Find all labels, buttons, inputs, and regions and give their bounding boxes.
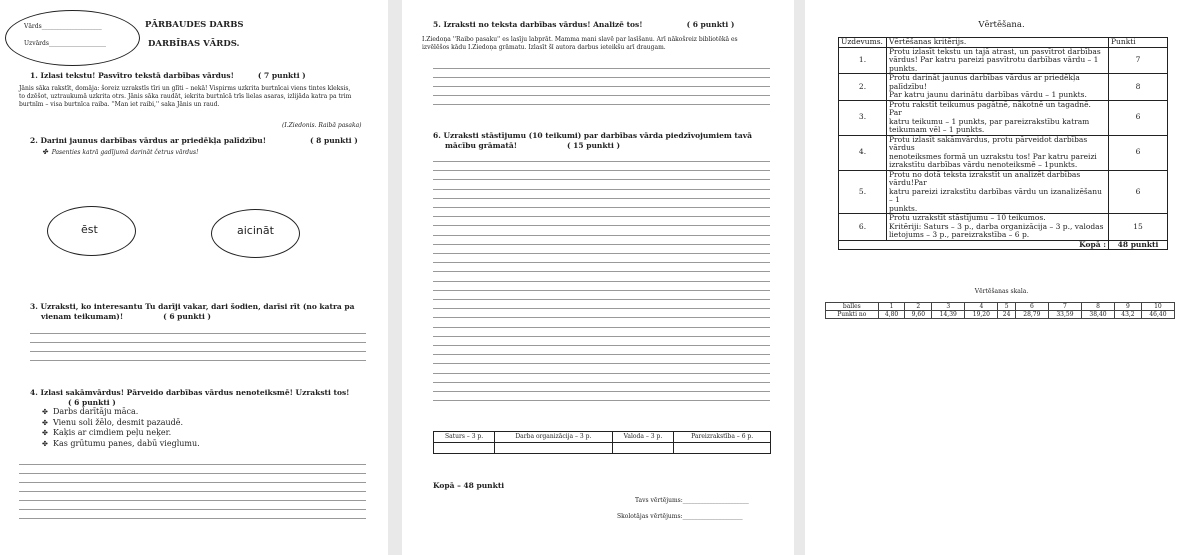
name-oval — [5, 10, 140, 66]
answer-line[interactable] — [433, 317, 770, 318]
criterion-points: 6 — [1109, 170, 1168, 214]
criterion-text — [887, 100, 1109, 135]
scale-header-cell: 10 — [1141, 303, 1174, 311]
score-cell[interactable] — [612, 443, 674, 454]
surname-label: Uzvārds___________________ — [24, 40, 106, 47]
scale-value-cell: Punkti no — [826, 311, 879, 319]
answer-line[interactable] — [19, 473, 366, 474]
criterion-text — [887, 74, 1109, 101]
bullet-icon: ✤ — [42, 429, 48, 437]
scale-value-cell: 4,80 — [878, 311, 905, 319]
scale-header-cell: 9 — [1115, 303, 1142, 311]
criterion-text — [887, 135, 1109, 170]
answer-line[interactable] — [30, 342, 366, 343]
criterion-line: izrakstītu darbības vārdu nenoteiksmē – 1punkts. — [889, 160, 1078, 169]
table-row — [839, 74, 1168, 101]
header-task: Uzdevums. — [839, 38, 887, 48]
answer-line[interactable] — [433, 400, 770, 401]
list-item: ✤ Vienu soli žēlo, desmit pazaudē. — [42, 417, 184, 427]
scale-value-cell: 14,39 — [932, 311, 965, 319]
criterion-line: katru teikumu – 1 punkts, par pareizrakstību katram — [889, 116, 1090, 126]
question-5-text: I.Ziedoņa ''Raibo pasaku'' es lasīju labprāt. Mamma mani slavē par lasīšanu. Arī nākošreiz bibliotēkā es izvēlēšos kādu I.Ziedoņa grāmatu. Izlasīt šī autora darbus ieteikšu arī draugam. — [422, 36, 738, 51]
answer-line[interactable] — [30, 360, 366, 361]
rubric-band-cell: Darba organizācija – 3 p. — [495, 432, 612, 443]
criterion-line: vārdus! Par katru pareizi pasvītrotu darbības vārdu – 1 — [889, 55, 1099, 64]
task-number: 3. — [839, 100, 887, 135]
answer-line[interactable] — [433, 225, 770, 226]
criterion-points: 6 — [1109, 135, 1168, 170]
scale-header-cell: 2 — [905, 303, 932, 311]
scale-value-cell: 24 — [998, 311, 1015, 319]
scale-header-cell: 8 — [1081, 303, 1114, 311]
answer-line[interactable] — [433, 299, 770, 300]
answer-line[interactable] — [19, 500, 366, 501]
word-aicinat: aicināt — [237, 224, 274, 237]
criterion-line: lietojums – 3 p., pareizrakstība – 6 p. — [889, 230, 1030, 239]
scale-value-cell: 9,60 — [905, 311, 932, 319]
answer-line[interactable] — [433, 68, 770, 69]
name-label: Vārds____________________ — [24, 23, 102, 30]
answer-line[interactable] — [433, 198, 770, 199]
grading-title: Vērtēšana. — [978, 20, 1025, 30]
teacher-grade-label: Skolotājas vērtējums:____________________ — [617, 513, 743, 520]
answer-line[interactable] — [433, 77, 770, 78]
answer-line[interactable] — [19, 464, 366, 465]
answer-line[interactable] — [433, 308, 770, 309]
page-title: PĀRBAUDES DARBS — [145, 20, 244, 30]
answer-line[interactable] — [433, 216, 770, 217]
criterion-line: nenoteiksmes formā un uzrakstu tos! Par katru pareizi — [889, 151, 1097, 161]
answer-line[interactable] — [30, 351, 366, 352]
answer-line[interactable] — [433, 235, 770, 236]
criterion-line: teikumam vēl – 1 punkts. — [889, 125, 985, 134]
answer-line[interactable] — [433, 104, 770, 105]
scale-value-cell: 46,40 — [1141, 311, 1174, 319]
score-cell[interactable] — [434, 443, 495, 454]
grading-criteria-table — [838, 37, 1168, 250]
answer-line[interactable] — [19, 491, 366, 492]
answer-line[interactable] — [19, 518, 366, 519]
question-4-title: 4. Izlasi sakāmvārdus! Pārveido darbības vārdus nenoteiksmē! Uzraksti tos! ( 6 punkti ) — [30, 388, 350, 407]
answer-line[interactable] — [433, 281, 770, 282]
bullet-icon: ✤ — [42, 408, 48, 416]
list-item: ✤ Kaķis ar cimdiem peļu neķer. — [42, 428, 172, 437]
question-5-title: 5. Izraksti no teksta darbības vārdus! Analizē tos! ( 6 punkti ) — [433, 20, 735, 29]
answer-line[interactable] — [433, 382, 770, 383]
task-number: 2. — [839, 74, 887, 101]
answer-line[interactable] — [433, 345, 770, 346]
score-cell[interactable] — [495, 443, 612, 454]
total-label: Kopā : — [839, 240, 1109, 250]
scale-header-cell: 3 — [932, 303, 965, 311]
scale-header-cell: 6 — [1015, 303, 1048, 311]
task-number: 4. — [839, 135, 887, 170]
answer-line[interactable] — [433, 391, 770, 392]
worksheet-page-2 — [402, 0, 794, 555]
criterion-line: Protu izlasīt sakāmvārdus, protu pārveidot darbības vārdus — [889, 134, 1088, 152]
worksheet-page-3 — [805, 0, 1198, 555]
bullet-icon: ✤ — [42, 439, 48, 448]
scale-value-cell: 19,20 — [965, 311, 998, 319]
table-row — [839, 214, 1168, 241]
question-2-title: 2. Darini jaunus darbības vārdus ar priedēkļa palīdzību! ( 8 punkti ) — [30, 136, 358, 145]
list-item: ✤ Kas grūtumu panes, dabū vieglumu. — [42, 438, 200, 448]
scale-title: Vērtēšanas skala. — [974, 288, 1029, 295]
criterion-line: katru pareizi izrakstītu darbības vārdu un izanalizēšanu – 1 — [889, 186, 1102, 204]
criterion-line: punkts. — [889, 203, 918, 213]
question-1-title: 1. Izlasi tekstu! Pasvītro tekstā darbības vārdus! ( 7 punkti ) — [30, 71, 306, 80]
answer-line[interactable] — [433, 271, 770, 272]
answer-line[interactable] — [433, 95, 770, 96]
rubric-band-cell: Valoda – 3 p. — [612, 432, 674, 443]
page-subtitle: DARBĪBAS VĀRDS. — [148, 39, 240, 49]
answer-line[interactable] — [433, 363, 770, 364]
bullet-icon: ✤ — [42, 148, 48, 156]
answer-line[interactable] — [433, 253, 770, 254]
answer-line[interactable] — [433, 354, 770, 355]
answer-line[interactable] — [433, 189, 770, 190]
criterion-points: 6 — [1109, 100, 1168, 135]
criterion-line: Protu izlasīt tekstu un tajā atrast, un pasvītrot darbības — [889, 46, 1101, 56]
answer-line[interactable] — [433, 86, 770, 87]
question-1-text: Jānis sāka rakstīt, domāja: šoreiz uzrakstīs tīri un glīti – nekā! Vispirms uzkrita burtnīcai viens tintes kleksis, to dzēšot, uztraukumā uzkrita otrs. Jānis sāka raudāt, iekrita burtnīcā trīs lielas asaras, izlijāda katra pa trim burtnīm – visa burtnīca raiba. ''Man iet raibi,'' saka Jānis un raud. — [19, 85, 352, 108]
bullet-icon: ✤ — [42, 418, 48, 427]
task-number: 1. — [839, 47, 887, 74]
criterion-line: Protu rakstīt teikumus pagātnē, nākotnē un tagadnē. Par — [889, 99, 1091, 117]
answer-line[interactable] — [433, 290, 770, 291]
answer-line[interactable] — [433, 170, 770, 171]
scale-value-cell: 33,59 — [1048, 311, 1081, 319]
answer-line[interactable] — [433, 373, 770, 374]
worksheet-page-1 — [0, 0, 388, 555]
rubric-band-cell: Saturs – 3 p. — [434, 432, 495, 443]
answer-line[interactable] — [433, 244, 770, 245]
table-row — [839, 170, 1168, 214]
criterion-points: 8 — [1109, 74, 1168, 101]
header-points: Punkti — [1109, 38, 1168, 48]
answer-line[interactable] — [19, 509, 366, 510]
question-1-source: (I.Ziedonis. Raibā pasaka) — [282, 122, 362, 129]
question-3-title: 3. Uzraksti, ko interesantu Tu darīji vakar, dari šodien, darīsi rīt (no katra pa vienam teikumam)! ( 6 punkti ) — [30, 302, 355, 321]
scale-header-cell: 7 — [1048, 303, 1081, 311]
rubric-band-table — [433, 431, 771, 454]
answer-line[interactable] — [433, 262, 770, 263]
table-row — [839, 47, 1168, 74]
header-criterion: Vērtēšanas kritērijs. — [887, 38, 1109, 48]
criterion-line: Protu darināt jaunus darbības vārdus ar priedēkļa palīdzību! — [889, 73, 1080, 91]
scale-header-cell: balles — [826, 303, 879, 311]
word-est: ēst — [81, 223, 98, 236]
criterion-points: 7 — [1109, 47, 1168, 74]
task-number: 5. — [839, 170, 887, 214]
scale-value-cell: 43,2 — [1115, 311, 1142, 319]
criterion-points: 15 — [1109, 214, 1168, 241]
table-row — [839, 135, 1168, 170]
question-6-title: 6. Uzraksti stāstījumu (10 teikumi) par darbības vārda piedzīvojumiem tavā mācību grāmatā! ( 15 punkti ) — [433, 131, 752, 150]
scale-header-cell: 5 — [998, 303, 1015, 311]
criterion-line: Protu uzrakstīt stāstījumu – 10 teikumos. — [889, 213, 1046, 222]
your-grade-label: Tavs vērtējums:______________________ — [635, 497, 749, 504]
criterion-line: Kritēriji: Saturs – 3 p., darba organizācija – 3 p., valodas — [889, 221, 1104, 231]
scale-header-cell: 1 — [878, 303, 905, 311]
scale-value-cell: 38,40 — [1081, 311, 1114, 319]
grading-scale-table — [825, 302, 1175, 319]
rubric-band-cell: Pareizrakstība – 6 p. — [674, 432, 771, 443]
scale-value-cell: 28,79 — [1015, 311, 1048, 319]
criterion-line: Par katru jaunu darinātu darbības vārdu – 1 punkts. — [889, 90, 1087, 99]
criterion-text — [887, 214, 1109, 241]
score-cell[interactable] — [674, 443, 771, 454]
criterion-text — [887, 170, 1109, 214]
table-row — [839, 100, 1168, 135]
total-points: Kopā – 48 punkti — [433, 481, 505, 490]
proverb-list — [42, 407, 200, 449]
answer-line[interactable] — [30, 333, 366, 334]
total-value: 48 punkti — [1109, 240, 1168, 250]
answer-line[interactable] — [433, 179, 770, 180]
answer-line[interactable] — [433, 161, 770, 162]
criterion-line: Protu no dotā teksta izrakstīt un analizēt darbības vārdu!Par — [889, 169, 1081, 187]
scale-header-cell: 4 — [965, 303, 998, 311]
answer-line[interactable] — [433, 327, 770, 328]
answer-line[interactable] — [19, 482, 366, 483]
answer-line[interactable] — [433, 207, 770, 208]
answer-line[interactable] — [433, 336, 770, 337]
criterion-text — [887, 47, 1109, 74]
list-item: ✤ Darbs darītāju māca. — [42, 407, 139, 416]
question-2-hint: ✤ Pasenties katrā gadījumā darināt četrus vārdus! — [42, 148, 199, 156]
task-number: 6. — [839, 214, 887, 241]
criterion-line: punkts. — [889, 63, 918, 73]
